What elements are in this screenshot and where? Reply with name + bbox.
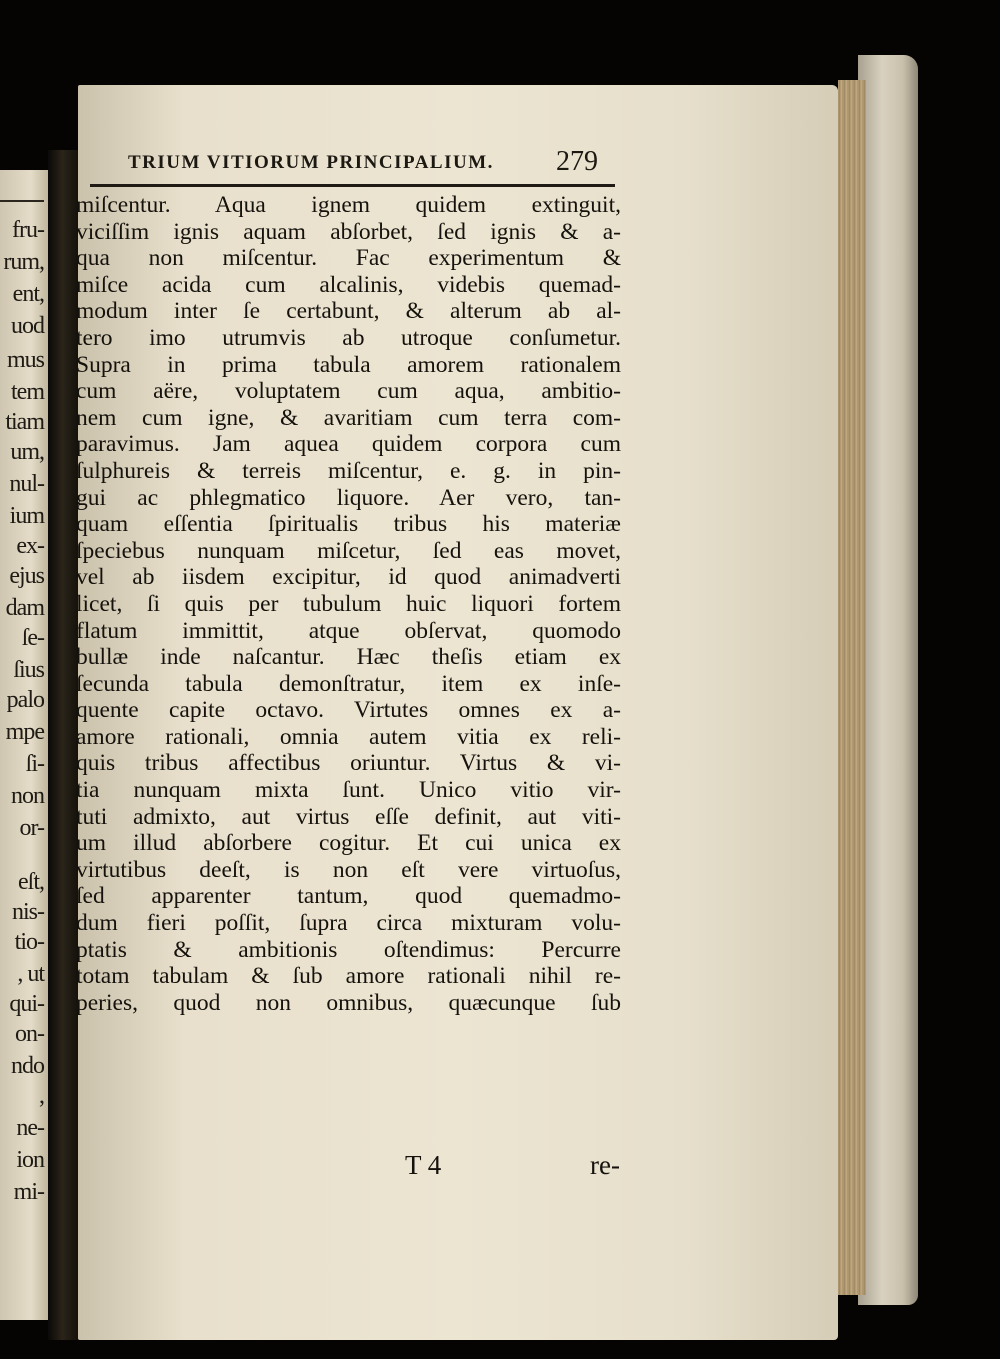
left-page-fragment: eſt, (18, 869, 44, 895)
text-line: modum inter ſe certabunt, & alterum ab al- (76, 298, 621, 325)
text-line: miſce acida cum alcalinis, videbis quemad- (76, 271, 621, 298)
left-page-fragment: ſi- (25, 751, 44, 777)
text-line: paravimus. Jam aquea quidem corpora cum (76, 431, 621, 458)
signature-mark: T 4 (405, 1150, 442, 1180)
text-line: viciſſim ignis aquam abſorbet, ſed ignis & a- (76, 218, 621, 245)
left-page-fragment: palo (6, 687, 44, 713)
left-page-edge (0, 170, 52, 1320)
text-line: cum aëre, voluptatem cum aqua, ambitio- (76, 378, 621, 405)
left-page-fragment: ndo (11, 1053, 44, 1079)
left-page-fragment: ne- (16, 1115, 44, 1141)
left-page-rule (0, 200, 44, 202)
left-page-fragment: ion (16, 1147, 44, 1173)
text-line: um illud abſorbere cogitur. Et cui unica ex (76, 830, 621, 857)
page-number: 279 (556, 146, 598, 177)
left-page-fragment: tiam (5, 409, 44, 435)
left-page-fragment: tio- (14, 929, 44, 955)
catchword: re- (590, 1150, 620, 1180)
text-line: amore rationali, omnia autem vitia ex reli- (76, 723, 621, 750)
text-line: vel ab iisdem excipitur, id quod animadverti (76, 564, 621, 591)
left-page-fragment: non (11, 783, 44, 809)
page-edges (838, 80, 866, 1295)
left-page-fragment: mus (6, 347, 44, 373)
text-line: Supra in prima tabula amorem rationalem (76, 351, 621, 378)
left-page-fragment: ejus (9, 563, 44, 589)
left-page-fragment: ex- (16, 533, 44, 559)
text-line: quam eſſentia ſpiritualis tribus his materiæ (76, 511, 621, 538)
left-page-fragment: mi- (13, 1179, 44, 1205)
text-line: quente capite octavo. Virtutes omnes ex a- (76, 697, 621, 724)
left-page-fragment: or- (19, 815, 44, 841)
text-line: licet, ſi quis per tubulum huic liquori fortem (76, 590, 621, 617)
left-page-fragment: rum, (3, 249, 44, 275)
text-line: nem cum igne, & avaritiam cum terra com- (76, 404, 621, 431)
text-line: ptatis & ambitionis oſtendimus: Percurre (76, 936, 621, 963)
text-line: tero imo utrumvis ab utroque conſumetur. (76, 324, 621, 351)
text-line: gui ac phlegmatico liquore. Aer vero, tan- (76, 484, 621, 511)
text-line: qua non miſcentur. Fac experimentum & (76, 245, 621, 272)
left-page-fragment: nul- (9, 471, 44, 497)
left-page-fragment: mpe (5, 719, 44, 745)
text-line: ſecunda tabula demonſtratur, item ex inſe- (76, 670, 621, 697)
body-text (76, 192, 621, 1016)
left-page-fragment: on- (15, 1021, 44, 1047)
left-page-fragment: qui- (9, 991, 44, 1017)
text-line: flatum immittit, atque obſervat, quomodo (76, 617, 621, 644)
left-page-fragment: , (39, 1083, 44, 1109)
left-page-fragment: ium (9, 503, 44, 529)
left-page-fragment: ſius (13, 657, 44, 683)
text-line: miſcentur. Aqua ignem quidem extinguit, (76, 192, 621, 218)
text-line: peries, quod non omnibus, quæcunque ſub (76, 989, 621, 1016)
book-cover-edge (858, 55, 918, 1305)
left-page-fragment: ſe- (21, 625, 44, 651)
running-head: TRIUM VITIORUM PRINCIPALIUM. (128, 152, 494, 173)
text-line: ſed apparenter tantum, quod quemadmo- (76, 883, 621, 910)
left-page-fragment: fru- (12, 217, 44, 243)
text-line: quis tribus affectibus oriuntur. Virtus & vi- (76, 750, 621, 777)
left-page-fragment: uod (11, 313, 44, 339)
left-page-fragment: nis- (12, 899, 44, 925)
text-line: virtutibus deeſt, is non eſt vere virtuoſus, (76, 856, 621, 883)
left-page-fragment: tem (11, 379, 44, 405)
left-page-fragment: dam (5, 595, 44, 621)
text-line: tia nunquam mixta ſunt. Unico vitio vir- (76, 777, 621, 804)
header-rule (90, 184, 615, 187)
left-page-fragment: , ut (17, 961, 44, 987)
text-line: ſulphureis & terreis miſcentur, e. g. in pin- (76, 457, 621, 484)
text-line: totam tabulam & ſub amore rationali nihil re- (76, 963, 621, 990)
text-line: dum fieri poſſit, ſupra circa mixturam volu- (76, 910, 621, 937)
left-page-fragment: ent, (12, 281, 44, 307)
left-page-fragment: um, (10, 439, 44, 465)
text-line: tuti admixto, aut virtus eſſe definit, aut viti- (76, 803, 621, 830)
text-line: bullæ inde naſcantur. Hæc theſis etiam ex (76, 644, 621, 671)
text-line: ſpeciebus nunquam miſcetur, ſed eas movet, (76, 537, 621, 564)
